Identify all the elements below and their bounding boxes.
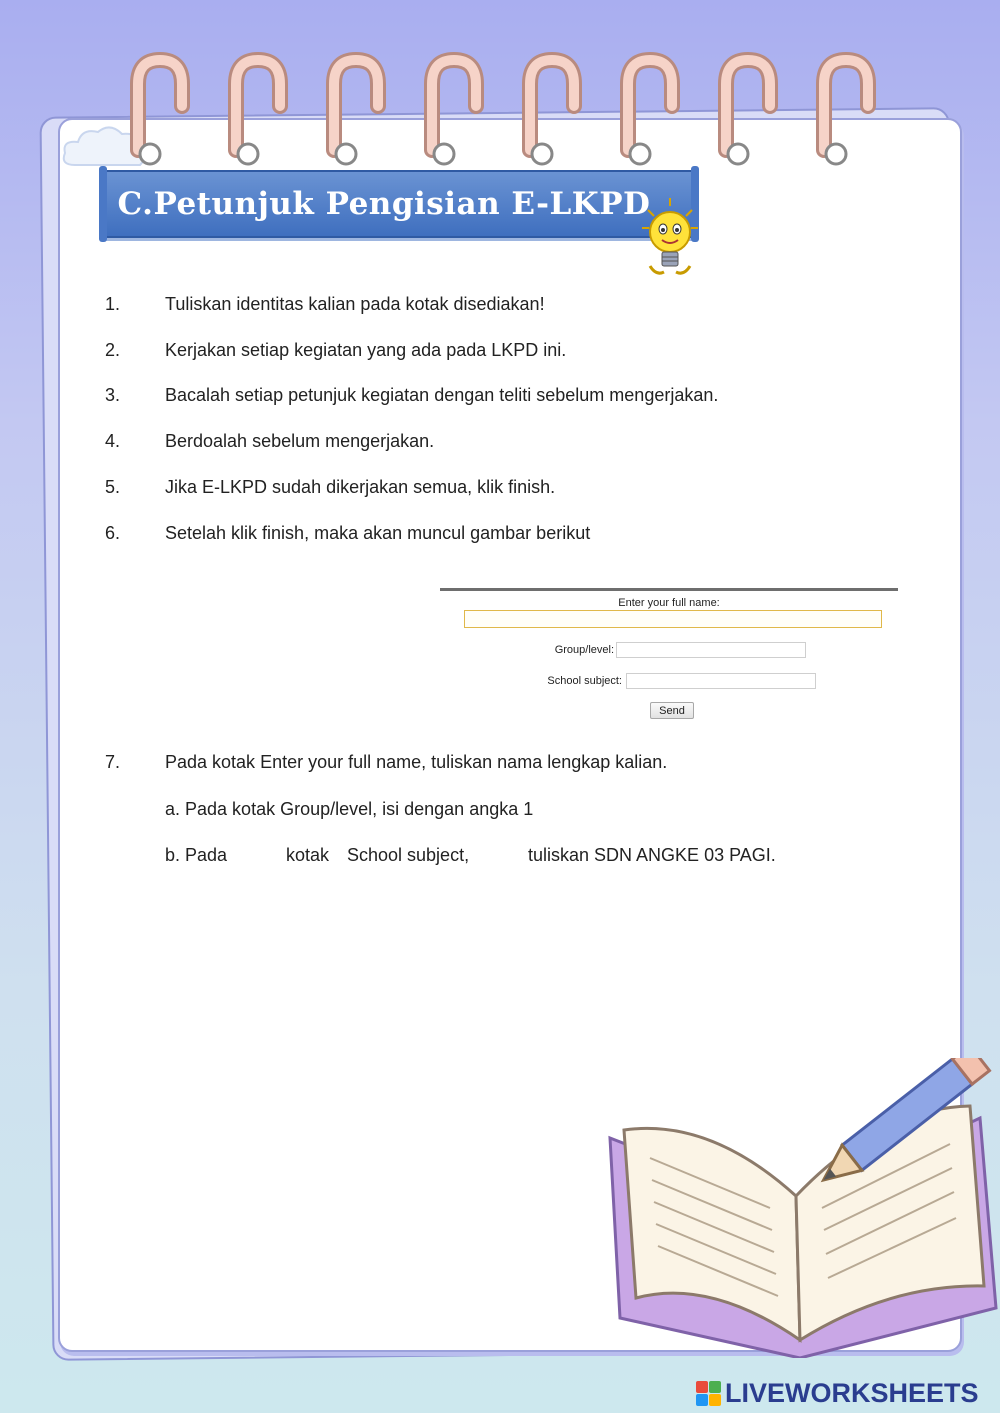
item-number: 3. [105, 385, 121, 405]
ring-icon [512, 50, 584, 168]
form-example-screenshot [440, 588, 898, 726]
item-text: Berdoalah sebelum mengerjakan. [165, 431, 435, 451]
sub-item-b-part-3: School subject, [347, 845, 470, 865]
sub-item-b-part-1: b. Pada [165, 845, 228, 865]
title-banner [103, 170, 695, 238]
item-text: Kerjakan setiap kegiatan yang ada pada LKPD ini. [165, 340, 567, 360]
ring-icon [316, 50, 388, 168]
send-button[interactable]: Send [650, 702, 694, 719]
ring-icon [414, 50, 486, 168]
item-text: Jika E-LKPD sudah dikerjakan semua, klik finish. [165, 477, 556, 497]
school-subject-input[interactable] [626, 673, 816, 689]
ring-icon [610, 50, 682, 168]
sub-item-b-part-2: kotak [286, 845, 330, 865]
logo-icon [696, 1381, 721, 1406]
group-level-label: Group/level: [554, 644, 614, 656]
item-number: 4. [105, 431, 121, 451]
group-level-input[interactable] [616, 642, 806, 658]
liveworksheets-logo [696, 1376, 979, 1410]
open-book-pencil-icon [600, 1058, 1000, 1358]
full-name-label: Enter your full name: [618, 597, 720, 609]
sub-item-b-part-4: tuliskan SDN ANGKE 03 PAGI. [528, 845, 776, 865]
logo-text: LIVEWORKSHEETS [725, 1377, 979, 1408]
full-name-input[interactable] [464, 610, 882, 628]
lightbulb-mascot-icon [638, 196, 702, 282]
item-number: 2. [105, 340, 121, 360]
ring-icon [120, 50, 192, 168]
ring-icon [806, 50, 878, 168]
spiral-rings [120, 50, 900, 170]
ring-icon [218, 50, 290, 168]
item-text: Tuliskan identitas kalian pada kotak disediakan! [165, 294, 545, 314]
item-number: 5. [105, 477, 121, 497]
sub-item-a: a. Pada kotak Group/level, isi dengan angka 1 [165, 799, 534, 819]
item-number: 1. [105, 294, 121, 314]
item-text: Bacalah setiap petunjuk kegiatan dengan teliti sebelum mengerjakan. [165, 385, 719, 405]
page-title: C.Petunjuk Pengisian E-LKPD [117, 186, 651, 222]
school-subject-label: School subject: [547, 675, 622, 687]
item-number: 7. [105, 752, 121, 772]
item-number: 6. [105, 523, 121, 543]
ring-icon [708, 50, 780, 168]
item-text: Setelah klik finish, maka akan muncul gambar berikut [165, 523, 591, 543]
item-text: Pada kotak Enter your full name, tuliskan nama lengkap kalian. [165, 752, 668, 772]
banner-rod-left [99, 166, 107, 242]
